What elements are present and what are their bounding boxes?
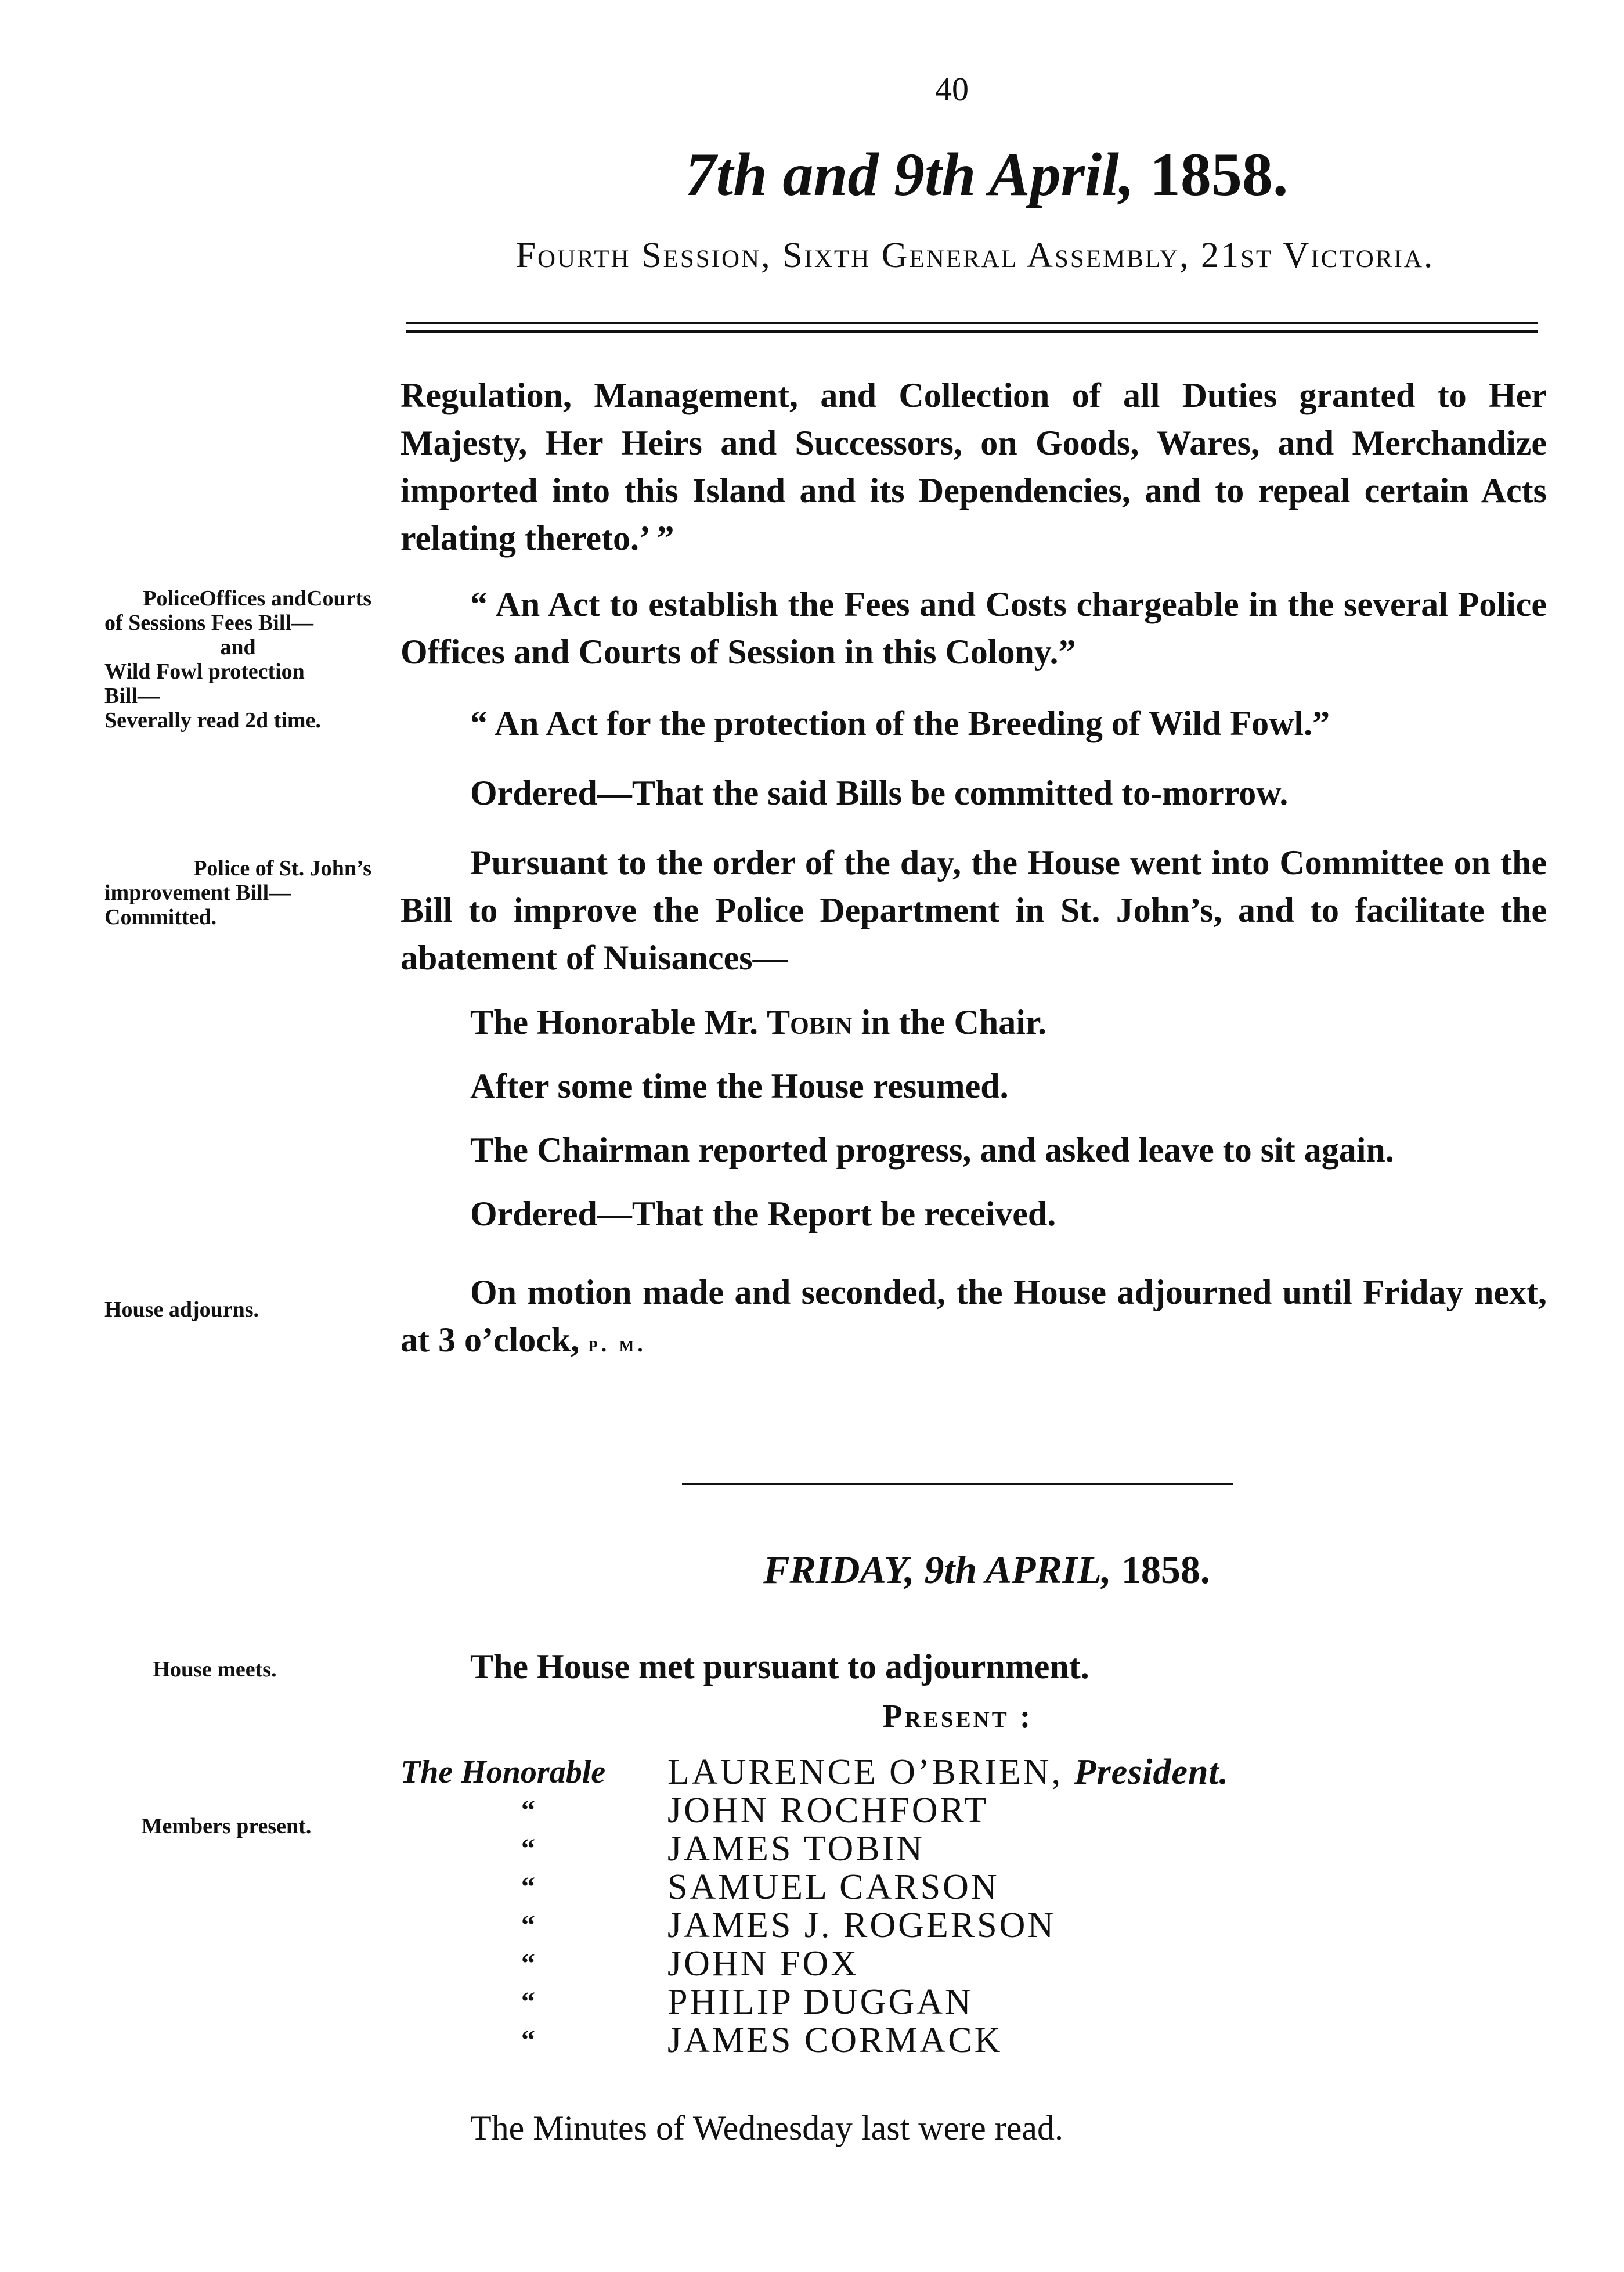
- president-title: President.: [1074, 1752, 1229, 1792]
- paragraph-text: “ An Act to establish the Fees and Costs chargeable in the several Police Offices and Courts of Session in this Colony.”: [400, 585, 1547, 671]
- ditto-mark: “: [521, 2025, 535, 2055]
- member-row: [400, 1868, 1503, 1906]
- police-offices-act-paragraph: [400, 580, 1547, 676]
- heading-date: 7th and 9th April,: [685, 140, 1135, 208]
- member-name: SAMUEL CARSON: [667, 1867, 999, 1907]
- member-row: [400, 1906, 1503, 1945]
- margin-line: House meets.: [153, 1657, 277, 1682]
- chairman-reported-line: The Chairman reported progress, and asked leave to sit again.: [470, 1131, 1394, 1169]
- margin-line: Bill—: [104, 684, 160, 708]
- member-row: [400, 1945, 1503, 1983]
- chair-prefix: The Honorable Mr.: [470, 1003, 759, 1041]
- adjourn-text: On motion made and seconded, the House adjourned until Friday next, at 3 o’clock,: [400, 1273, 1547, 1359]
- margin-line: Members present.: [141, 1814, 312, 1838]
- margin-note-house-meets: [104, 1657, 325, 1682]
- ditto-mark: “: [521, 1833, 535, 1864]
- member-row: [400, 1983, 1503, 2021]
- member-row: [400, 1830, 1503, 1868]
- ditto-mark: “: [521, 1948, 535, 1979]
- member-name: JAMES J. ROGERSON: [667, 1906, 1056, 1945]
- section-divider: [682, 1483, 1233, 1485]
- margin-note-police-wildfowl: [104, 586, 371, 733]
- present-heading: Present :: [882, 1698, 1033, 1734]
- margin-line: Severally read 2d time.: [104, 708, 321, 733]
- session-line: Fourth Session, Sixth General Assembly, 21st Victoria.: [515, 236, 1435, 275]
- margin-line: Wild Fowl protection: [104, 659, 305, 684]
- member-name: [667, 1753, 1229, 1791]
- friday-month: APRIL,: [985, 1548, 1111, 1592]
- members-list: [400, 1753, 1503, 2060]
- heading-year: 1858.: [1149, 140, 1289, 208]
- ditto-mark: “: [521, 1795, 535, 1826]
- member-name: JAMES TOBIN: [667, 1829, 925, 1869]
- margin-line: and: [220, 635, 256, 659]
- honorable-prefix: The Honorable: [400, 1754, 606, 1790]
- adjourn-paragraph: [400, 1268, 1547, 1368]
- margin-line: PoliceOffices andCourts: [143, 586, 371, 611]
- margin-line: improvement Bill—: [104, 881, 291, 905]
- page-number: 40: [935, 70, 969, 108]
- friday-year: 1858.: [1121, 1548, 1210, 1592]
- member-name: JAMES CORMACK: [667, 2021, 1003, 2060]
- member-name-text: LAURENCE O’BRIEN,: [667, 1752, 1063, 1792]
- margin-note-police-st-johns: [104, 856, 371, 929]
- margin-note-members-present: [104, 1814, 348, 1838]
- committee-paragraph: [400, 839, 1547, 982]
- double-rule-divider: [406, 322, 1538, 333]
- chair-line: [470, 998, 1547, 1046]
- friday-date: 9th: [924, 1548, 977, 1592]
- ditto-mark: “: [521, 1910, 535, 1941]
- paragraph-text: Pursuant to the order of the day, the House went into Committee on the Bill to improve the Police Department in St. John’s, and to facilitate the abatement of Nuisances—: [400, 843, 1547, 977]
- margin-line: Committed.: [104, 905, 217, 929]
- ditto-mark: “: [521, 1871, 535, 1902]
- member-name: PHILIP DUGGAN: [667, 1982, 973, 2022]
- member-row: [400, 1791, 1503, 1830]
- continued-paragraph: [400, 372, 1547, 562]
- friday-day: FRIDAY,: [763, 1548, 915, 1592]
- friday-heading: [580, 1547, 1393, 1593]
- paragraph-text: Regulation, Management, and Collection of all Duties granted to Her Majesty, Her Heirs and Successors, on Goods, Wares, and Merchandize imported into this Island and its Dependencies, and to repeal certain Acts relating thereto.’ ”: [400, 376, 1547, 557]
- member-row: [400, 1753, 1503, 1791]
- wild-fowl-act-paragraph: “ An Act for the protection of the Breeding of Wild Fowl.”: [470, 704, 1330, 742]
- chair-name: Tobin: [767, 1003, 853, 1041]
- house-met-line: The House met pursuant to adjournment.: [470, 1647, 1089, 1686]
- member-row: [400, 2021, 1503, 2060]
- paragraph-text: [400, 1268, 1547, 1368]
- member-name: JOHN ROCHFORT: [667, 1791, 988, 1830]
- margin-line: of Sessions Fees Bill—: [104, 611, 313, 635]
- adjourn-pm: p. m.: [588, 1332, 647, 1357]
- margin-note-house-adjourns: House adjourns.: [104, 1297, 259, 1322]
- ordered-report-line: Ordered—That the Report be received.: [470, 1195, 1056, 1233]
- chair-suffix: in the Chair.: [861, 1003, 1047, 1041]
- ordered-committed-line: Ordered—That the said Bills be committed to-morrow.: [470, 774, 1289, 812]
- minutes-read-line: The Minutes of Wednesday last were read.: [470, 2109, 1064, 2147]
- member-name: JOHN FOX: [667, 1944, 859, 1984]
- house-resumed-line: After some time the House resumed.: [470, 1067, 1009, 1105]
- ditto-mark: “: [521, 1986, 535, 2017]
- margin-line: Police of St. John’s: [193, 856, 371, 881]
- page-heading: [580, 139, 1393, 210]
